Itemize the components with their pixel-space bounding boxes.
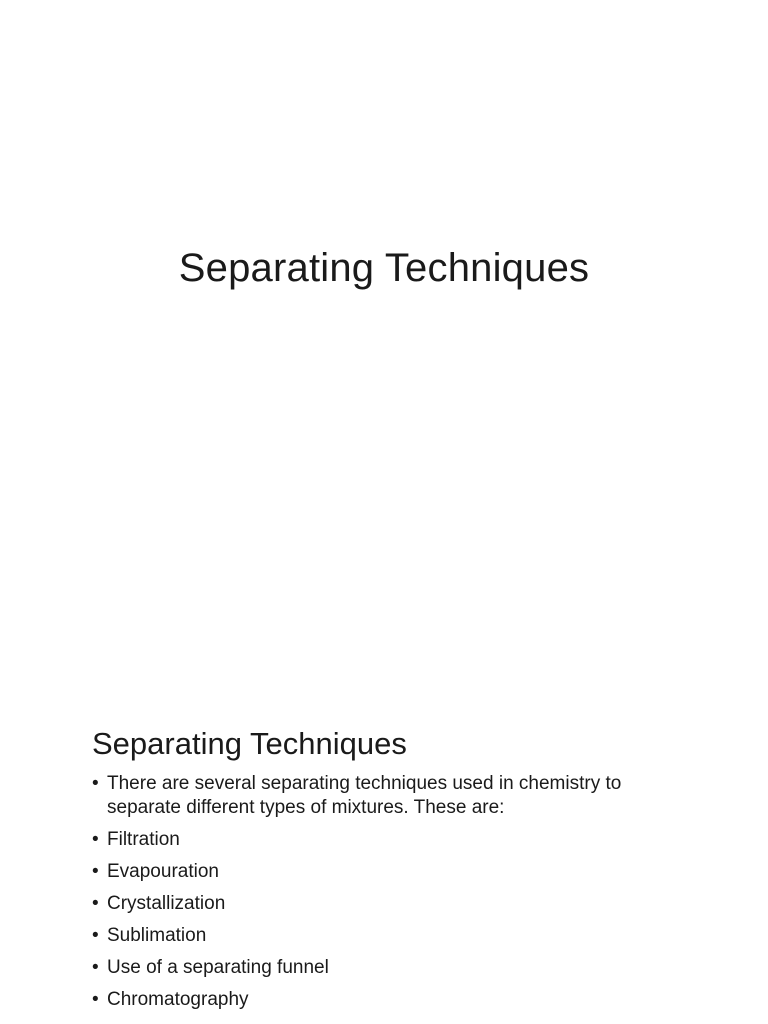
bullet-icon: •: [92, 829, 99, 850]
bullet-text: Chromatography: [107, 989, 249, 1010]
bullet-list: [92, 772, 692, 1020]
bullet-text: Use of a separating funnel: [107, 957, 329, 978]
bullet-item: [92, 956, 692, 980]
bullet-item: [92, 828, 692, 852]
bullet-item: [92, 924, 692, 948]
bullet-icon: •: [92, 861, 99, 882]
bullet-item: [92, 860, 692, 884]
bullet-item: [92, 892, 692, 916]
bullet-icon: •: [92, 989, 99, 1010]
bullet-text: Sublimation: [107, 925, 207, 946]
bullet-icon: •: [92, 773, 99, 794]
slide-title: Separating Techniques: [178, 246, 590, 290]
bullet-item: [92, 988, 692, 1012]
bullet-icon: •: [92, 893, 99, 914]
bullet-text: Crystallization: [107, 893, 226, 914]
bullet-icon: •: [92, 957, 99, 978]
slide-heading: Separating Techniques: [92, 726, 407, 761]
bullet-item: [92, 772, 692, 820]
bullet-text: There are several separating techniques used in chemistry to separate different types of mixtures. These are:: [107, 773, 622, 818]
bullet-icon: •: [92, 925, 99, 946]
bullet-text: Evapouration: [107, 861, 219, 882]
bullet-text: Filtration: [107, 829, 180, 850]
content-slide: [0, 576, 768, 1024]
